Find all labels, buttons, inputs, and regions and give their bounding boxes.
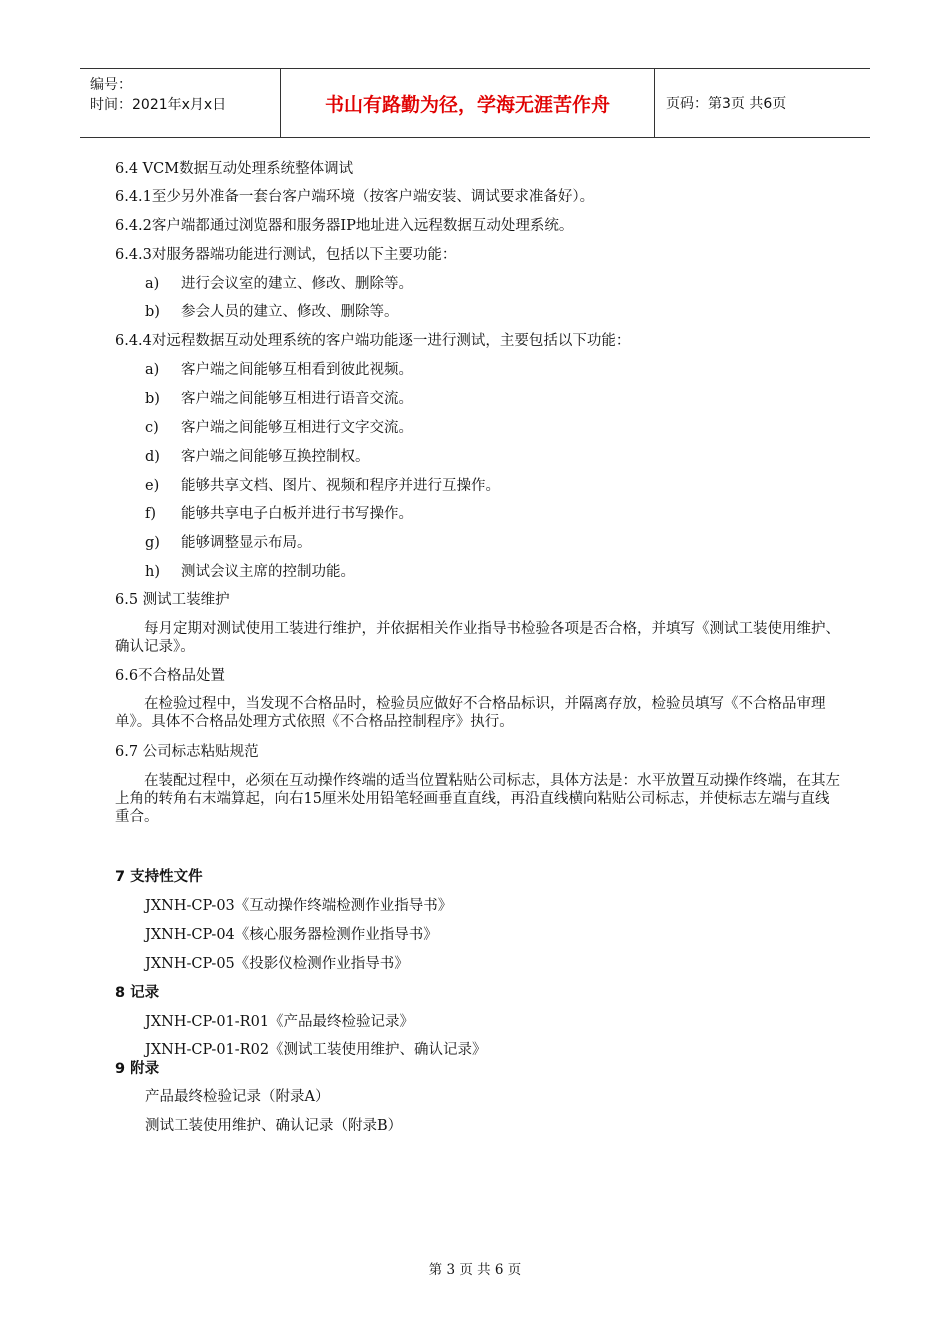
header-motto: 书山有路勤为径，学海无涯苦作舟 [324,93,610,116]
header-time-label: 时间：2021年x月x日 [90,97,227,113]
list-item-label: h) [145,564,160,580]
list-item [145,418,413,438]
list-item: JXNH-CP-01-R02《测试工装使用维护、确认记录》 [145,1042,487,1058]
list-item-text: 客户端之间能够互相进行语音交流。 [181,391,413,407]
list-item: JXNH-CP-01-R01《产品最终检验记录》 [145,1014,415,1030]
page-footer: 第 3 页 共 6 页 [428,1262,522,1278]
list-item: 测试工装使用维护、确认记录（附录B） [145,1118,403,1134]
section-7-title: 7 支持性文件 [115,869,203,885]
list-item-text: 能够调整显示布局。 [181,535,312,551]
section-6-4-4: 6.4.4对远程数据互动处理系统的客户端功能逐一进行测试，主要包括以下功能： [115,333,631,349]
list-item-label: a) [145,276,160,292]
page-header [80,68,870,138]
section-6-7-title: 6.7 公司标志粘贴规范 [115,744,259,760]
list-item [145,562,355,582]
header-meta [90,75,226,115]
section-9-title: 9 附录 [115,1061,160,1077]
section-6-5-title: 6.5 测试工装维护 [115,592,230,608]
section-8-title: 8 记录 [115,985,160,1001]
header-page-label: 页码：第3页 共6页 [666,96,787,112]
section-6-4-1: 6.4.1至少另外准备一套台客户端环境（按客户端安装、调试要求准备好）。 [115,189,595,205]
list-item-text: 进行会议室的建立、修改、删除等。 [181,276,413,292]
list-item [145,533,312,553]
section-6-5-text: 每月定期对测试使用工装进行维护，并依据相关作业指导书检验各项是否合格，并填写《测试工装使用维护、确认记录》。 [115,621,840,655]
list-item-label: e) [145,478,160,494]
list-item: JXNH-CP-03《互动操作终端检测作业指导书》 [145,898,453,914]
list-item [145,504,413,524]
list-item-label: b) [145,304,160,320]
list-item: 产品最终检验记录（附录A） [145,1089,330,1105]
list-item [145,447,370,467]
header-divider [654,69,655,137]
list-item-text: 客户端之间能够互相进行文字交流。 [181,420,413,436]
list-item: JXNH-CP-04《核心服务器检测作业指导书》 [145,927,438,943]
list-item-label: c) [145,420,159,436]
list-item-text: 测试会议主席的控制功能。 [181,564,355,580]
list-item-label: f) [145,506,157,522]
list-item-text: 能够共享电子白板并进行书写操作。 [181,506,413,522]
list-item-label: a) [145,362,160,378]
list-item [145,360,413,380]
list-item [145,274,413,294]
list-item-text: 能够共享文档、图片、视频和程序并进行互操作。 [181,478,500,494]
list-item [145,389,413,409]
section-6-4-2: 6.4.2客户端都通过浏览器和服务器IP地址进入远程数据互动处理系统。 [115,218,574,234]
list-item: JXNH-CP-05《投影仪检测作业指导书》 [145,956,409,972]
list-item-text: 参会人员的建立、修改、删除等。 [181,304,399,320]
list-item [145,476,500,496]
list-item-text: 客户端之间能够互换控制权。 [181,449,370,465]
list-item-label: g) [145,535,160,551]
section-6-4-title: 6.4 VCM数据互动处理系统整体调试 [115,161,354,177]
list-item-label: d) [145,449,160,465]
list-item [145,302,399,322]
section-6-6-title: 6.6不合格品处置 [115,668,226,684]
section-6-6-text: 在检验过程中，当发现不合格品时，检验员应做好不合格品标识，并隔离存放，检验员填写《不合格品审理单》。具体不合格品处理方式依照《不合格品控制程序》执行。 [115,696,826,730]
section-6-7-text: 在装配过程中，必须在互动操作终端的适当位置粘贴公司标志，具体方法是：水平放置互动操作终端，在其左上角的转角右末端算起，向右15厘米处用铅笔轻画垂直直线，再沿直线横向粘贴公司标志，并使标志左端与直线重合。 [115,773,840,825]
section-6-4-3: 6.4.3对服务器端功能进行测试，包括以下主要功能： [115,247,457,263]
list-item-label: b) [145,391,160,407]
list-item-text: 客户端之间能够互相看到彼此视频。 [181,362,413,378]
header-number-label: 编号： [90,77,132,93]
